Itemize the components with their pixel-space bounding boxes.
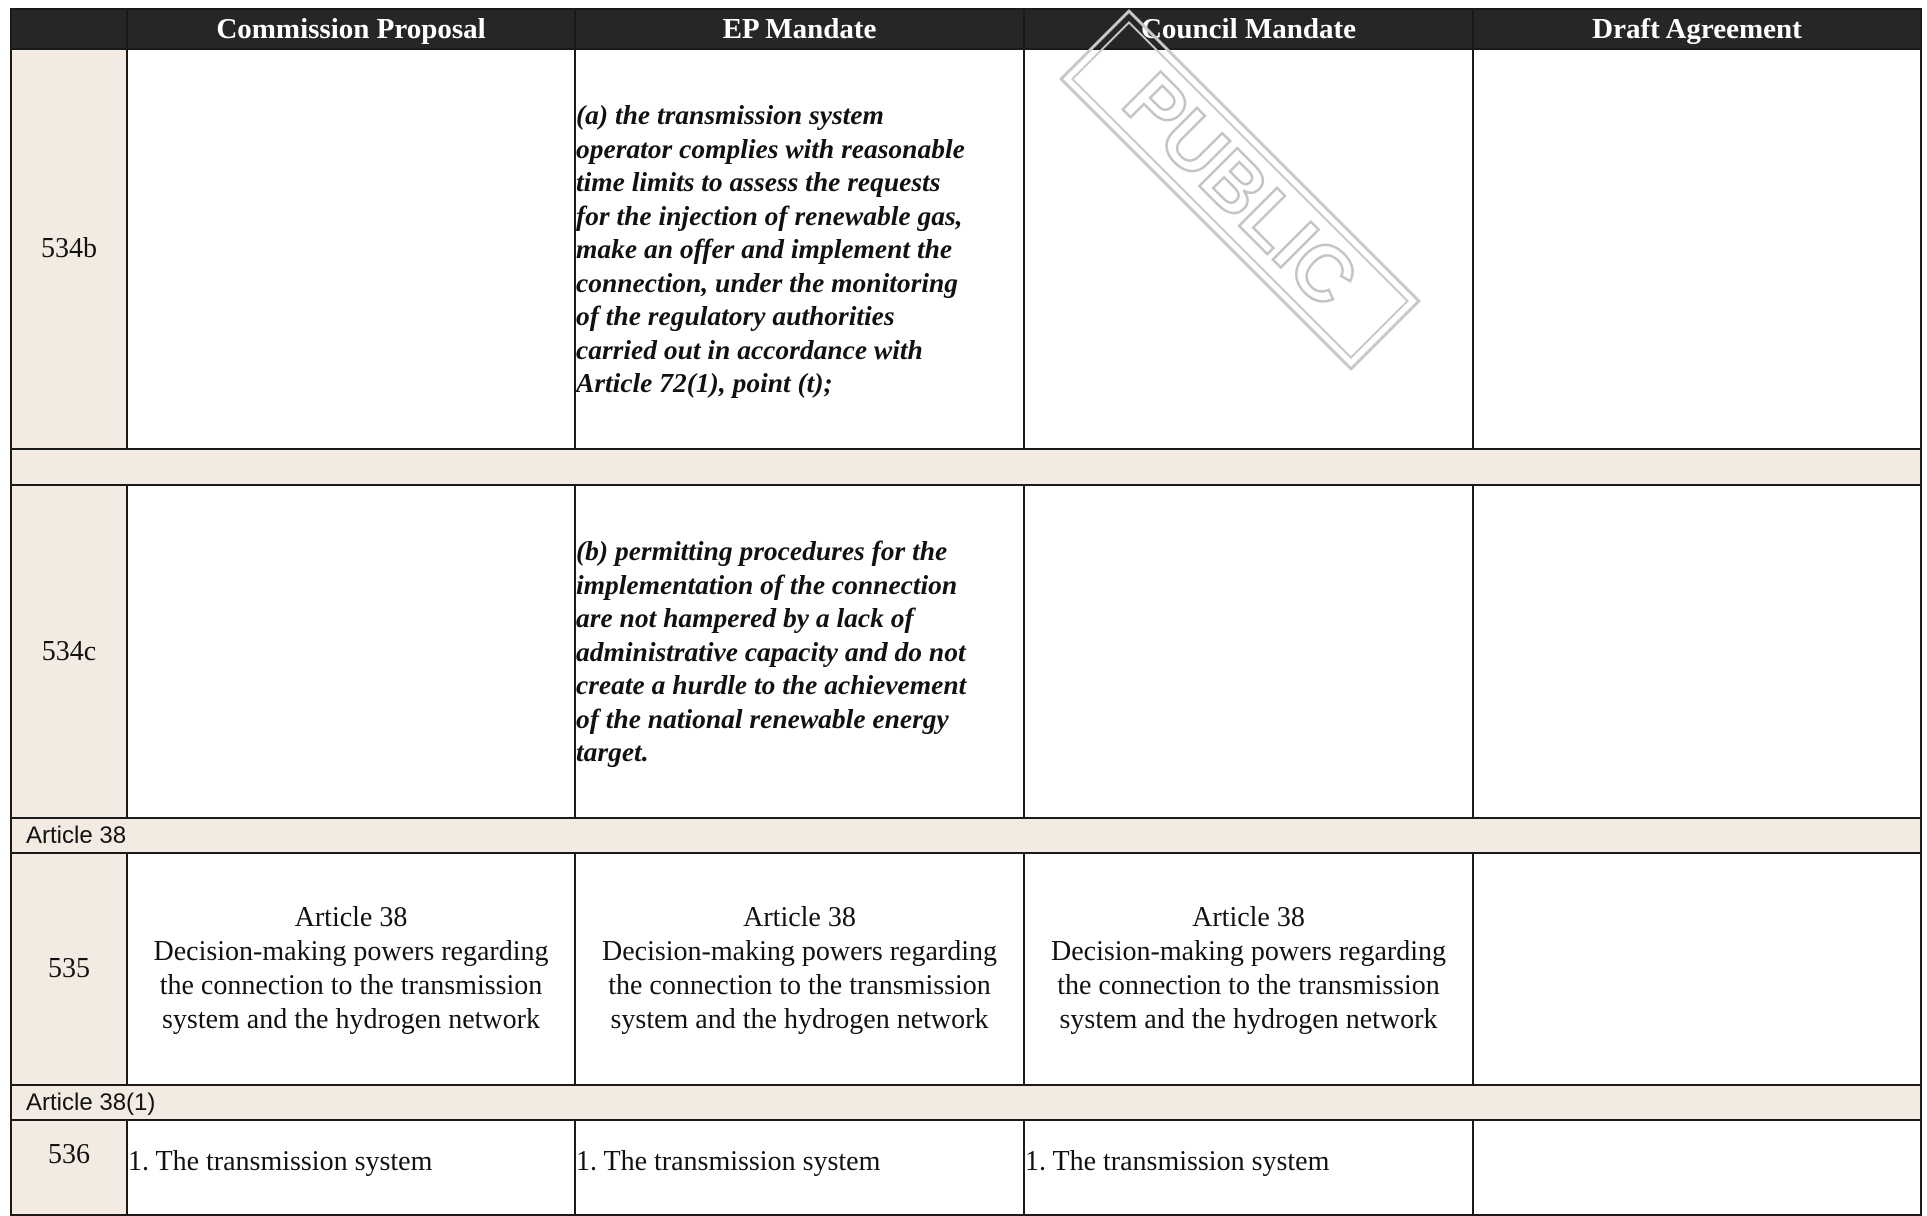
article-title: Article 38: [294, 902, 408, 933]
ep-text-line: connection, under the monitoring: [576, 266, 959, 298]
commission-proposal-cell: [127, 485, 575, 818]
draft-agreement-cell: [1473, 853, 1921, 1085]
council-mandate-cell: [1024, 485, 1473, 818]
section-row-article-38-1: [11, 1085, 1921, 1120]
draft-agreement-cell: [1473, 485, 1921, 818]
header-commission-proposal: Commission Proposal: [127, 9, 575, 49]
table-row-534b: [11, 49, 1921, 449]
table-row-536: [11, 1120, 1921, 1215]
draft-agreement-cell: [1473, 49, 1921, 449]
ep-mandate-cell: [575, 485, 1024, 818]
clause-start-text: 1. The transmission system: [1025, 1145, 1330, 1177]
clause-start-text: 1. The transmission system: [128, 1145, 433, 1177]
ep-text-line: for the injection of renewable gas,: [576, 199, 963, 231]
council-mandate-cell: [1024, 49, 1473, 449]
clause-start-text: 1. The transmission system: [576, 1145, 881, 1177]
article-heading-line: the connection to the transmission: [1057, 970, 1440, 1001]
commission-proposal-cell: [127, 49, 575, 449]
header-council-mandate: Council Mandate: [1024, 9, 1473, 49]
comparison-table: [10, 8, 1922, 1216]
council-mandate-cell: [1024, 853, 1473, 1085]
ep-mandate-cell: [575, 1120, 1024, 1215]
ep-text-line: (a) the transmission system: [576, 99, 884, 131]
article-heading-line: system and the hydrogen network: [162, 1004, 540, 1035]
watermark-text: PUBLIC: [1106, 55, 1375, 324]
separator-row: [11, 449, 1921, 485]
commission-proposal-cell: [127, 1120, 575, 1215]
ep-text-line: Article 72(1), point (t);: [576, 367, 833, 399]
article-heading-line: Decision-making powers regarding: [602, 936, 997, 967]
article-title: Article 38: [1192, 902, 1305, 933]
ep-text-line: make an offer and implement the: [576, 233, 953, 265]
separator-cell: [11, 449, 1921, 485]
article-heading-line: Decision-making powers regarding: [153, 936, 549, 967]
ep-text-line: implementation of the connection: [576, 568, 958, 600]
header-ep-mandate: EP Mandate: [575, 9, 1024, 49]
draft-agreement-cell: [1473, 1120, 1921, 1215]
section-row-article-38: [11, 818, 1921, 853]
ep-text-line: target.: [576, 736, 649, 768]
article-heading-line: Decision-making powers regarding: [1051, 936, 1446, 967]
ep-mandate-cell: [575, 49, 1024, 449]
row-number: 535: [11, 853, 127, 1085]
article-heading-line: system and the hydrogen network: [610, 1004, 989, 1035]
ep-text-line: of the national renewable energy: [576, 702, 949, 734]
article-heading-line: system and the hydrogen network: [1059, 1004, 1438, 1035]
header-row: [11, 9, 1921, 49]
article-heading-line: the connection to the transmission: [159, 970, 543, 1001]
commission-proposal-cell: [127, 853, 575, 1085]
article-heading-line: the connection to the transmission: [608, 970, 991, 1001]
header-number-column: [11, 9, 127, 49]
ep-text-line: (b) permitting procedures for the: [576, 535, 948, 567]
ep-text-line: create a hurdle to the achievement: [576, 669, 967, 701]
section-label: Article 38(1): [11, 1085, 1921, 1120]
row-number: 534b: [11, 49, 127, 449]
row-number: 536: [11, 1120, 127, 1215]
ep-text-line: time limits to assess the requests: [576, 166, 941, 198]
table-row-534c: [11, 485, 1921, 818]
row-number: 534c: [11, 485, 127, 818]
ep-text-line: are not hampered by a lack of: [576, 602, 914, 634]
section-label: Article 38: [11, 818, 1921, 853]
header-draft-agreement: Draft Agreement: [1473, 9, 1921, 49]
ep-mandate-cell: [575, 853, 1024, 1085]
ep-text-line: carried out in accordance with: [576, 333, 923, 365]
council-mandate-cell: [1024, 1120, 1473, 1215]
ep-text-line: operator complies with reasonable: [576, 132, 965, 164]
article-title: Article 38: [743, 902, 856, 933]
ep-text-line: administrative capacity and do not: [576, 635, 966, 667]
table-row-535: [11, 853, 1921, 1085]
ep-text-line: of the regulatory authorities: [576, 300, 895, 332]
